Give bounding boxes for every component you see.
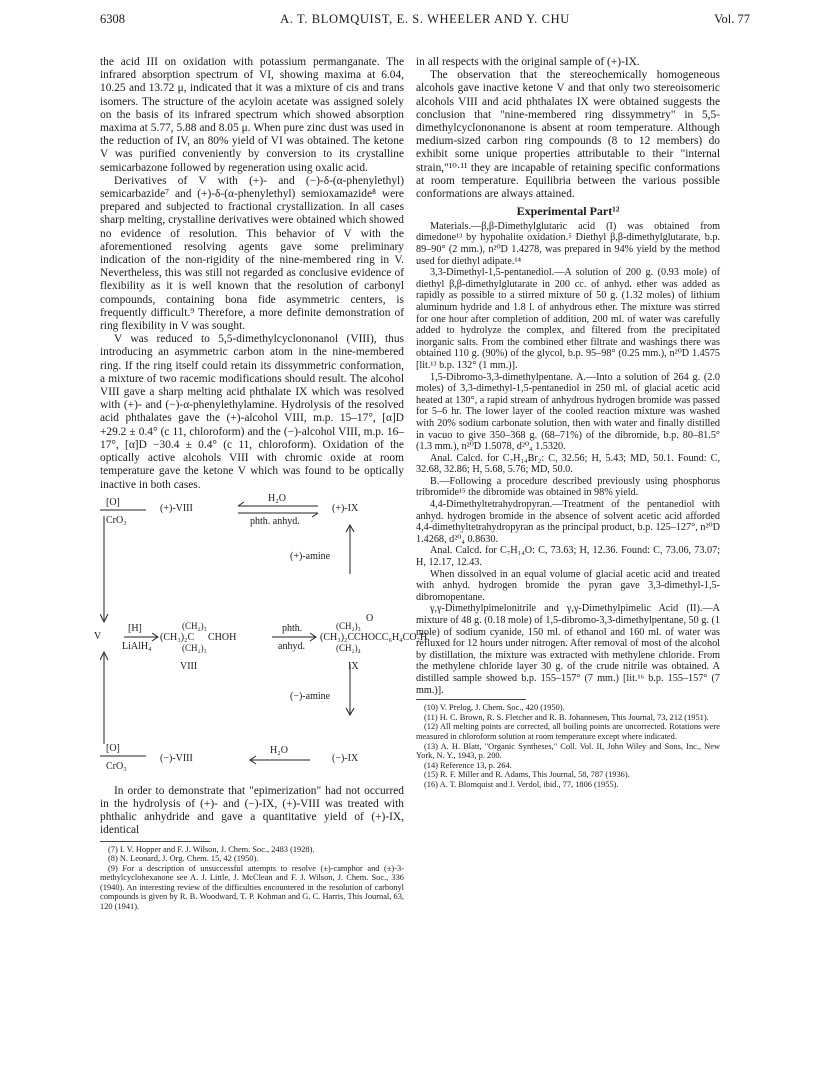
- paragraph: The observation that the stereochemically homogeneous alcohols gave inactive ketone V and that only two stereoisomeric alcohols VIII and acid phthalates IX were obtained suggests the conclusion that "nine-membered ring dissymmetry" in 5,5-dimethylcyclononanone is absent at room temperature. Although medium-sized carbon ring compounds (8 to 12 members) do exhibit some unique properties attributable to their "internal strain,"¹⁰·¹¹ they are incapable of retaining specific conformations at room temperature. Equilibria between the various possible conformations are always attained.: [416, 69, 720, 201]
- footnote-rule: [416, 699, 526, 700]
- scheme-label: (+)-amine: [290, 550, 331, 562]
- paragraph: 1,5-Dibromo-3,3-dimethylpentane. A.—Into a solution of 264 g. (2.0 moles) of 3,3-dimethyl-1,5-pentanediol in 250 ml. of glacial acetic acid heated at 130°, a rapid stream of anhydrous hydrogen bromide was passed for 5–6 hr. The lower layer of the cooled reaction mixture was washed with 20% sodium carbonate solution, then with water and finally distilled in vacuo to give 350–368 g. (68–71%) of the dibromide, b.p. 80–81.5° (1.3 mm.), n²⁰D 1.5078, d²⁰₄ 1.5320.: [416, 371, 720, 453]
- running-header: [100, 12, 750, 32]
- footnote: (7) I. V. Hopper and F. J. Wilson, J. Chem. Soc., 2483 (1928).: [108, 844, 315, 854]
- right-column: [416, 56, 720, 790]
- scheme-label: (+)-VIII: [160, 502, 193, 514]
- footnote: (8) N. Leonard, J. Org. Chem. 15, 42 (1950).: [108, 854, 259, 864]
- volume-label: Vol. 77: [714, 12, 750, 26]
- scheme-label: CHOH: [208, 631, 237, 643]
- scheme-label: [O]: [106, 496, 120, 508]
- scheme-label: (−)-VIII: [160, 752, 193, 764]
- paragraph: V was reduced to 5,5-dimethylcyclononanol (VIII), thus introducing an asymmetric carbon atom in the nine-membered ring. If the ring itself could retain its dissymmetric conformation, a mixture of two racemic modifications should result. The alcohol VIII gave a sharp melting acid phthalate IX which was resolved with (+)- and (−)-α-phenylethylamine. Hydrolysis of the resolved acid phthalates gave the (+)-alcohol VIII, m.p. 15–17°, [α]D +29.2 ± 0.4° (c 11, chloroform) and the (−)-alcohol VIII, m.p. 16–17°, [α]D −30.4 ± 0.4° (c 11, chloroform). Oxidation of the optically active alcohols VIII with chromic oxide at room temperature gave the ketone V which was found to be optically inactive in both cases.: [100, 333, 404, 491]
- scheme-label: IX: [348, 660, 359, 672]
- left-column: [94, 56, 428, 912]
- section-heading: Experimental Part¹²: [516, 204, 620, 219]
- paragraph: Anal. Calcd. for C₇H₁₄Br₂: C, 32.56; H, 5.43; MD, 50.1. Found: C, 32.68, 32.86; H, 5.68, 5.76; MD, 50.0.: [416, 452, 720, 476]
- scheme-label: CrO₃: [106, 760, 127, 772]
- paragraph: Materials.—β,β-Dimethylglutaric acid (I) was obtained from dimedone¹³ by hypohalite oxidation.⁵ Diethyl β,β-dimethylglutarate, b.p. 89–90° (2 mm.), n²⁰D 1.4278, was prepared in 94% yield by the method used for diethyl adipate.¹⁴: [416, 220, 720, 267]
- scheme-label: [H]: [128, 622, 142, 634]
- footnote: (10) V. Prelog, J. Chem. Soc., 420 (1950).: [424, 703, 565, 713]
- scheme-label: (+)-IX: [332, 502, 359, 514]
- page-number: 6308: [100, 12, 125, 26]
- scheme-label: V: [94, 630, 102, 642]
- paragraph: Derivatives of V with (+)- and (−)-δ-(α-phenylethyl) semicarbazide⁷ and (+)-δ-(α-phenylethyl) semioxamazide⁸ were prepared and subjected to fractional crystallization. In all cases sharp melting, crystalline derivatives were obtained which showed no evidence of resolution. This behavior of V with the aforementioned resolving agents gave some preliminary indication of the non-rigidity of the nine-membered ring in V. Nevertheless, this was still not regarded as conclusive evidence of flexibility as it is well known that the resolution of carbonyl compounds, containing bona fide asymmetric centers, is frequently difficult.⁹ Therefore, a more definite demonstration of ring flexibility in V was sought.: [100, 174, 404, 333]
- paragraph: B.—Following a procedure described previously using phosphorus tribromide¹⁵ the dibromide was obtained in 98% yield.: [416, 475, 720, 499]
- scheme-label: H₂O: [268, 492, 286, 504]
- scheme-label: VIII: [180, 660, 198, 672]
- footnote: (11) H. C. Brown, R. S. Fletcher and R. B. Johannesen, This Journal, 73, 212 (1951).: [424, 712, 709, 722]
- paragraph: 4,4-Dimethyltetrahydropyran.—Treatment of the pentanediol with anhyd. hydrogen bromide in the absence of solvent acetic acid afforded 4,4-dimethyltetrahydropyran as the principal product, b.p. 125–127°, n²⁰D 1.4268, d²⁰₄ 0.8630.: [416, 499, 720, 545]
- scheme-label: (CH₃)₂C: [320, 631, 355, 643]
- scheme-label: (CH₂)₃: [182, 642, 207, 653]
- scheme-label: CrO₃: [106, 514, 127, 526]
- footnote-rule: [100, 841, 210, 842]
- paragraph: Anal. Calcd. for C₇H₁₄O: C, 73.63; H, 12.36. Found: C, 73.06, 73.07; H, 12.17, 12.43.: [416, 545, 720, 569]
- scheme-label: (−)-IX: [332, 752, 359, 764]
- scheme-label: (CH₃)₂C: [160, 631, 195, 643]
- paragraph: When dissolved in an equal volume of glacial acetic acid and treated with anhyd. hydrogen bromide the pyran gave 3,3-dimethyl-1,5-dibromopentane.: [416, 568, 720, 603]
- footnote: (12) All melting points are corrected, all boiling points are uncorrected. Rotations were measured in chloroform solution at room temperature except where indicated.: [416, 722, 720, 741]
- paragraph: 3,3-Dimethyl-1,5-pentanediol.—A solution of 200 g. (0.93 mole) of diethyl β,β-dimethylglutarate in 200 cc. of anhyd. ether was added as rapidly as possible to a stirred mixture of 50 g. (1.32 moles) of lithium aluminum hydride and 1.8 l. of anhydrous ether. The mixture was stirred for one hour after completion of addition, 200 ml. of water was carefully added to hydrolyze the complex, and filtered from the precipitated inorganic salts. From the combined ether filtrate and washings there was obtained 110 g. (90%) of the glycol, b.p. 95–98° (0.25 mm.), n²⁰D 1.4575 [lit.¹³ b.p. 132° (1 mm.)].: [416, 267, 720, 371]
- footnote: (14) Reference 13, p. 264.: [424, 760, 512, 770]
- paragraph: in all respects with the original sample of (+)-IX.: [416, 56, 640, 68]
- scheme-label: phth.: [282, 622, 303, 634]
- scheme-label: O: [366, 612, 374, 624]
- scheme-label: [O]: [106, 742, 120, 754]
- scheme-label: anhyd.: [278, 640, 305, 652]
- footnote: (9) For a description of unsuccessful attempts to resolve (±)-camphor and (±)-3-methylcyclohexanone see A. J. Little, J. McClean and F. J. Wilson, J. Chem. Soc., 336 (1940). An interesting review of the difficulties encountered in the resolution of carbonyl compounds is given by R. B. Woodward, T. P. Kohman and G. C. Harris, This Journal, 63, 120 (1941).: [100, 863, 404, 912]
- scheme-label: (CH₂)₃: [182, 620, 207, 631]
- paragraph: the acid III on oxidation with potassium permanganate. The infrared absorption spectrum of VI, showing maxima at 6.04, 10.25 and 13.72 μ, indicated that it was a mixture of cis and trans isomers. The structure of the acyloin acetate was assigned solely on the basis of its infrared spectrum which showed absorption maxima at 5.77, 5.88 and 8.05 μ. When pure zinc dust was used in the reduction of IV, an 80% yield of VI was obtained. The ketone V was purified conveniently by conversion to its crystalline semicarbazone followed by regeneration using oxalic acid.: [100, 56, 404, 174]
- reaction-scheme: [94, 492, 428, 782]
- footnote: (13) A. H. Blatt, "Organic Syntheses," Coll. Vol. II, John Wiley and Sons, Inc., New York, N. Y., 1943, p. 200.: [416, 741, 720, 761]
- running-authors: A. T. BLOMQUIST, E. S. WHEELER AND Y. CHU: [280, 12, 570, 26]
- paragraph: In order to demonstrate that "epimerization" had not occurred in the hydrolysis of (+)- and (−)-IX, (+)-VIII was treated with phthalic anhydride and gave a quantitative yield of (+)-IX, identical: [100, 784, 404, 837]
- footnote: (16) A. T. Blomquist and J. Verdol, ibid., 77, 1806 (1955).: [424, 779, 619, 789]
- scheme-label: (CH₂)₄: [336, 642, 361, 653]
- scheme-label: LiAlH₄: [122, 640, 152, 652]
- scheme-label: (−)-amine: [290, 690, 331, 702]
- scheme-label: phth. anhyd.: [250, 515, 300, 527]
- scheme-label: CHOCC₆H₄CO₂H: [354, 631, 428, 643]
- footnote: (15) R. F. Miller and R. Adams, This Journal, 58, 787 (1936).: [424, 770, 630, 780]
- paragraph: γ,γ-Dimethylpimelonitrile and γ,γ-Dimethylpimelic Acid (II).—A mixture of 48 g. (0.18 mole) of 1,5-dibromo-3,3-dimethylpentane, 50 g. (1 mole) of sodium cyanide, 150 ml. of ethanol and 160 ml. of water was refluxed for 12 hours under nitrogen. After removal of most of the alcohol by distillation, the mixture was extracted with methylene chloride. From the methylene chloride layer 30 g. of the crude nitrile was obtained. A distilled sample showed b.p. 155–157° (7 mm.) [lit.¹⁶ b.p. 155–157° (7 mm.)].: [416, 603, 720, 696]
- scheme-label: (CH₂)₃: [336, 620, 361, 631]
- scheme-label: H₂O: [270, 744, 288, 756]
